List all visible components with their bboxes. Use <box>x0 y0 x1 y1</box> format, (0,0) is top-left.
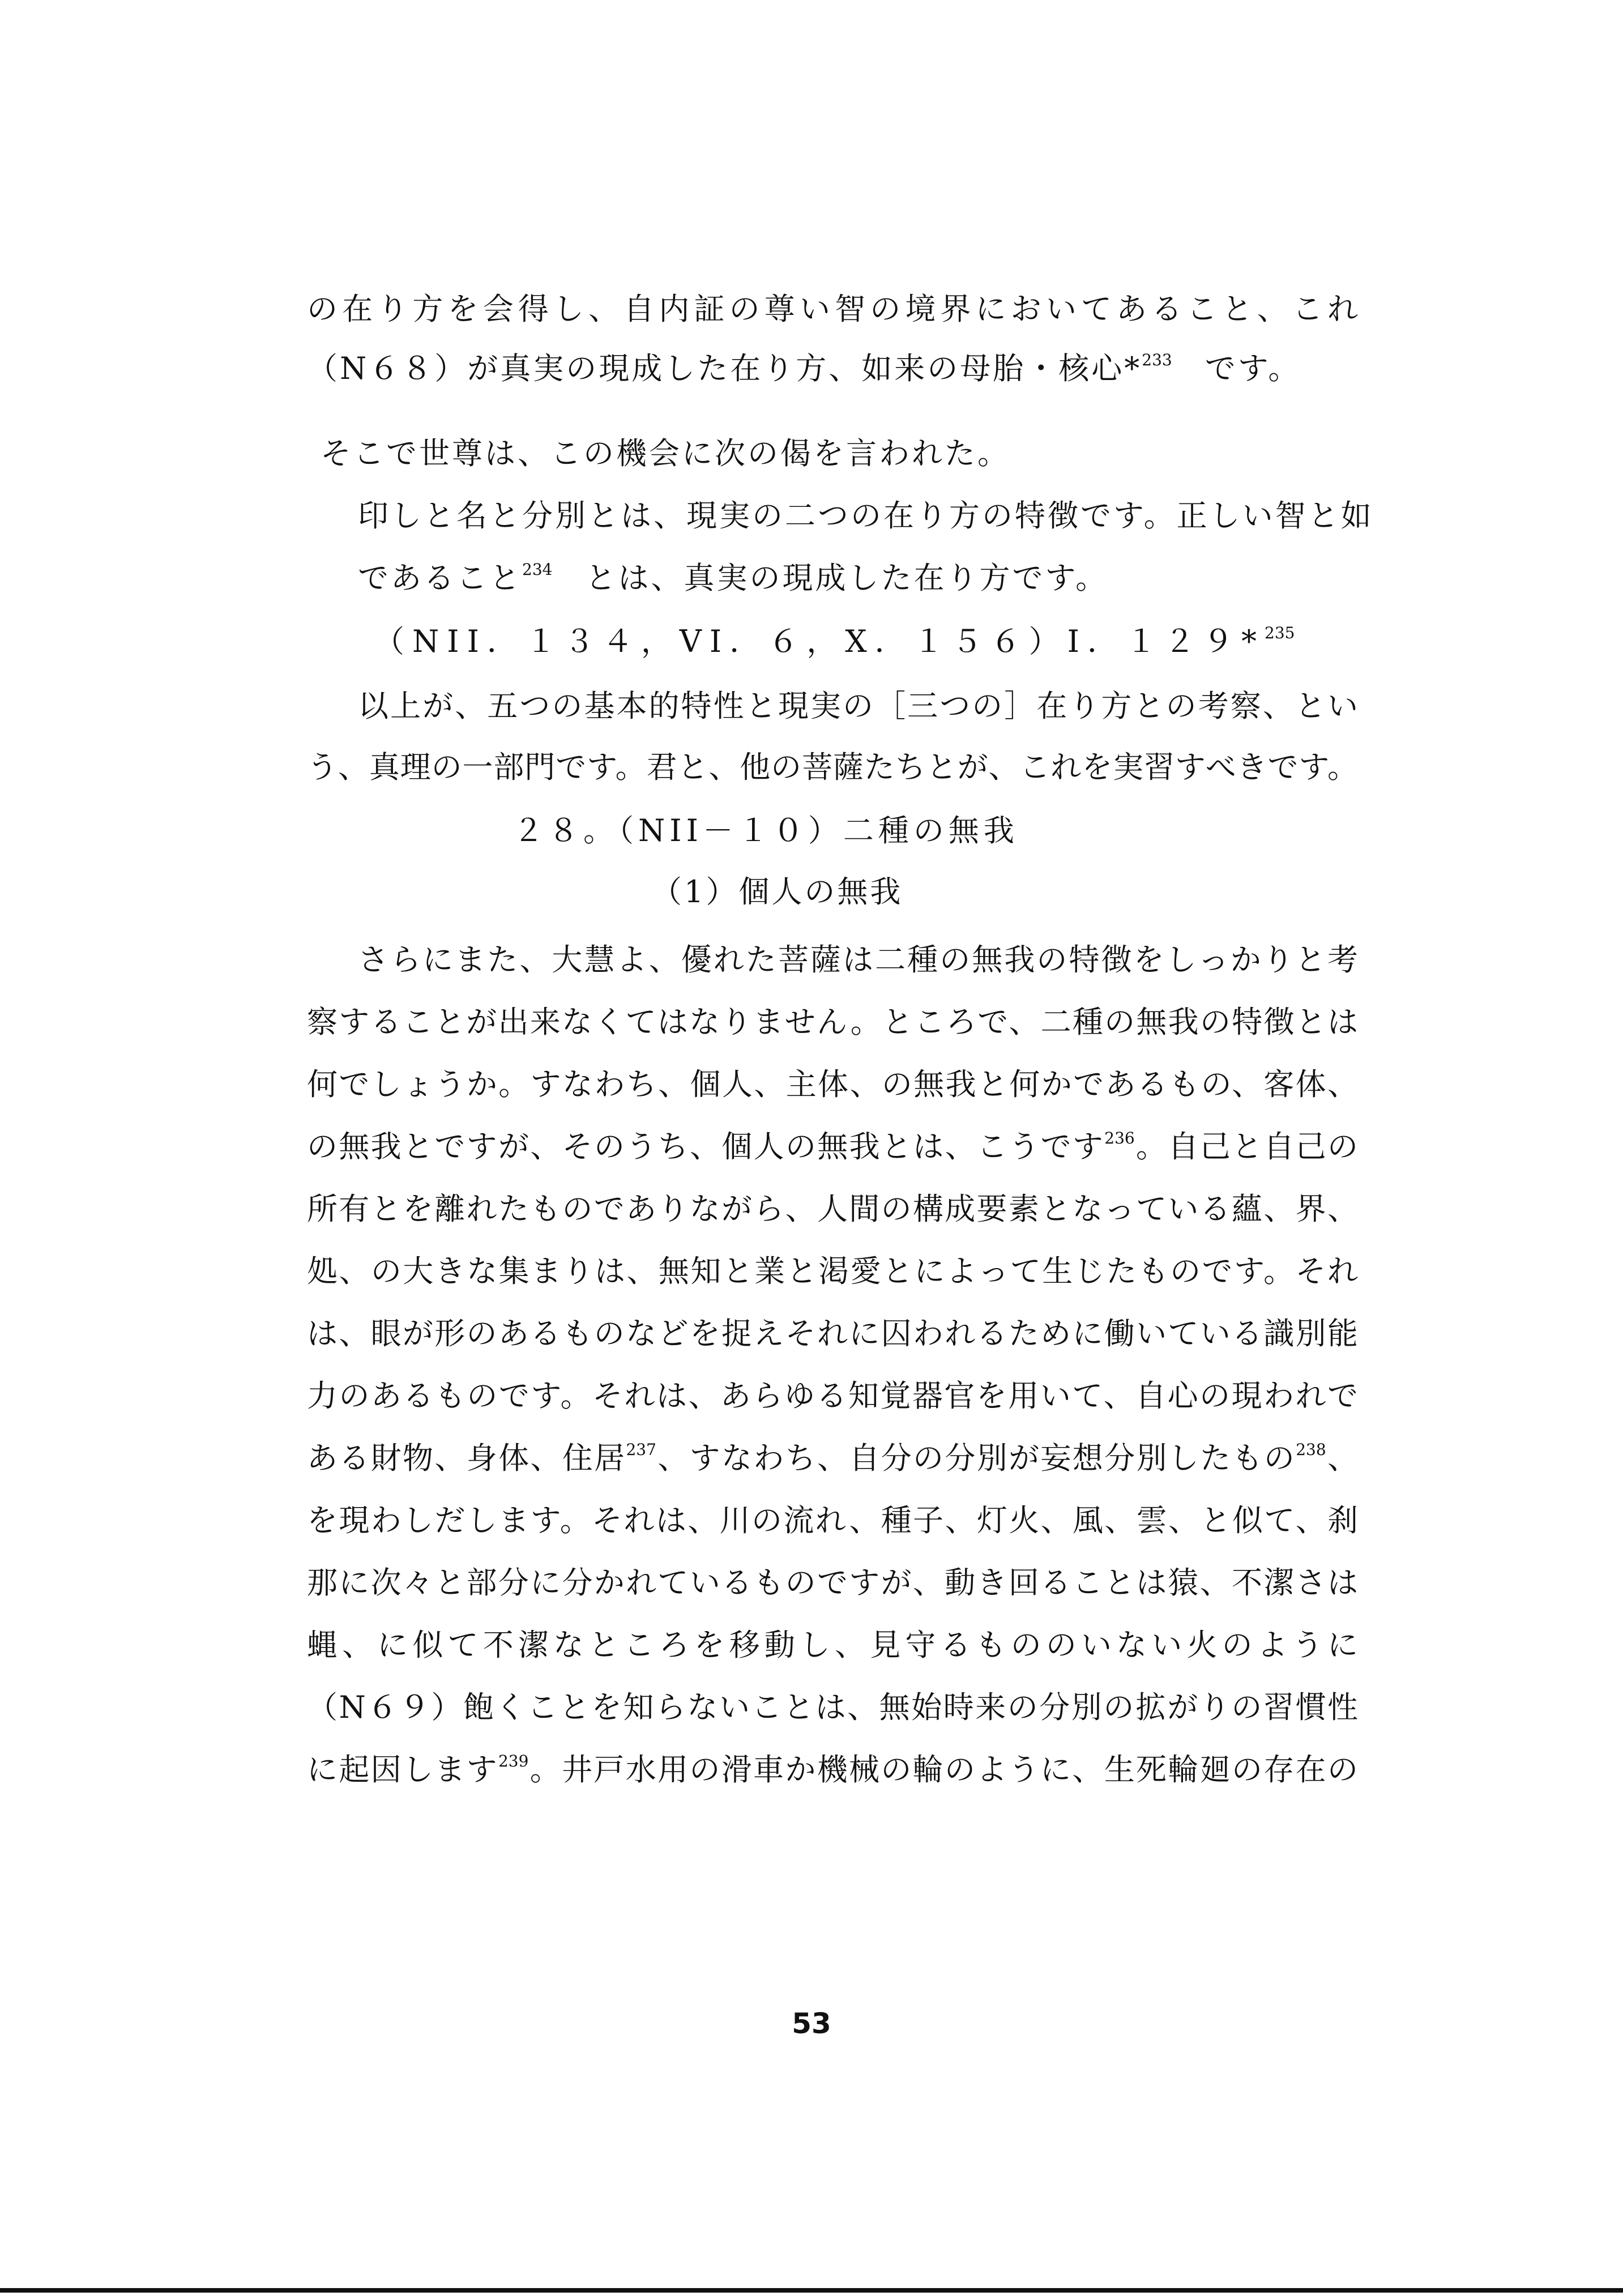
line-text: 、すなわち、自分の分別が妄想分別したもの <box>656 1440 1296 1476</box>
line-text: （1）個人の無我 <box>651 874 903 910</box>
footnote-marker: 236 <box>1104 1129 1135 1147</box>
line-text: 以上が、五つの基本的特性と現実の［三つの］在り方との考察、とい <box>358 688 1358 724</box>
line-text: 所有とを離れたものでありながら、人間の構成要素となっている蘊、界、 <box>307 1191 1358 1227</box>
line-text: （NII．１３４，VI．６，X．１５６）I．１２９* <box>374 624 1265 659</box>
footnote-marker: 235 <box>1265 624 1295 642</box>
line-text: ある財物、身体、住居 <box>307 1440 626 1476</box>
line-text: 察することが出来なくてはなりません。ところで、二種の無我の特徴とは <box>307 1004 1358 1040</box>
line-text: （N６８）が真実の現成した在り方、如来の母胎・核心* <box>307 351 1142 386</box>
footnote-marker: 237 <box>626 1440 656 1459</box>
footnote-marker: 239 <box>498 1752 529 1770</box>
line-text: ２８。（NII－１０）二種の無我 <box>513 813 1019 848</box>
line-text: 何でしょうか。すなわち、個人、主体、の無我と何かであるもの、客体、 <box>307 1066 1358 1102</box>
verse-line-2 <box>358 558 1108 598</box>
line-text: 蝿、に似て不潔なところを移動し、見守るもののいない火のように <box>307 1627 1358 1663</box>
line-text: を現わしだします。それは、川の流れ、種子、灯火、風、雲、と似て、刹 <box>307 1503 1358 1538</box>
body-line-1 <box>307 289 1358 329</box>
body-line-15 <box>307 1501 1358 1540</box>
body-line-16 <box>307 1563 1358 1603</box>
line-text: であること <box>358 560 522 596</box>
body-line-5 <box>307 748 1358 787</box>
body-line-12 <box>307 1314 1358 1354</box>
bottom-scan-edge <box>0 2288 1623 2293</box>
section-heading <box>513 811 1019 851</box>
body-line-19 <box>307 1750 1358 1790</box>
body-line-10 <box>307 1189 1358 1229</box>
body-line-18 <box>307 1688 1358 1727</box>
body-line-11 <box>307 1252 1358 1291</box>
line-text: の在り方を会得し、自内証の尊い智の境界においてあること、これ <box>307 291 1358 327</box>
line-text: さらにまた、大慧よ、優れた菩薩は二種の無我の特徴をしっかりと考 <box>358 942 1358 978</box>
body-line-3 <box>321 434 1010 473</box>
verse-reference <box>374 622 1295 662</box>
body-line-2 <box>307 349 1301 389</box>
body-line-9 <box>307 1127 1358 1167</box>
body-line-14 <box>307 1439 1358 1478</box>
body-line-8 <box>307 1065 1358 1104</box>
line-text: に起因します <box>307 1752 498 1787</box>
line-text: の無我とですが、そのうち、個人の無我とは、こうです <box>307 1129 1105 1164</box>
body-line-7 <box>307 1002 1358 1042</box>
subsection-heading <box>651 872 903 912</box>
footnote-marker: 238 <box>1296 1440 1326 1459</box>
footnote-marker: 234 <box>522 560 553 579</box>
line-text: 、 <box>1326 1440 1359 1476</box>
line-text: 。井戸水用の滑車か機械の輪のように、生死輪廻の存在の <box>528 1752 1359 1787</box>
line-text: 。自己と自己の <box>1134 1129 1359 1164</box>
line-text: とは、真実の現成した在り方です。 <box>552 560 1109 596</box>
line-text: です。 <box>1172 351 1301 386</box>
line-text: 処、の大きな集まりは、無知と業と渇愛とによって生じたものです。それ <box>307 1253 1358 1289</box>
verse-line-1 <box>358 496 1374 536</box>
line-text: 力のあるものです。それは、あらゆる知覚器官を用いて、自心の現われで <box>307 1378 1358 1414</box>
line-text: は、眼が形のあるものなどを捉えそれに囚われるために働いている識別能 <box>307 1316 1358 1351</box>
page-number: 53 <box>792 2007 831 2040</box>
body-line-17 <box>307 1625 1358 1665</box>
line-text: （N６９）飽くことを知らないことは、無始時来の分別の拡がりの習慣性 <box>307 1689 1358 1725</box>
line-text: う、真理の一部門です。君と、他の菩薩たちとが、これを実習すべきです。 <box>307 749 1358 785</box>
footnote-marker: 233 <box>1142 351 1172 369</box>
body-line-4 <box>358 686 1358 726</box>
body-line-13 <box>307 1376 1358 1416</box>
line-text: そこで世尊は、この機会に次の偈を言われた。 <box>321 436 1010 471</box>
line-text: 印しと名と分別とは、現実の二つの在り方の特徴です。正しい智と如 <box>358 498 1374 534</box>
body-line-6 <box>358 940 1358 980</box>
line-text: 那に次々と部分に分かれているものですが、動き回ることは猿、不潔さは <box>307 1565 1358 1601</box>
